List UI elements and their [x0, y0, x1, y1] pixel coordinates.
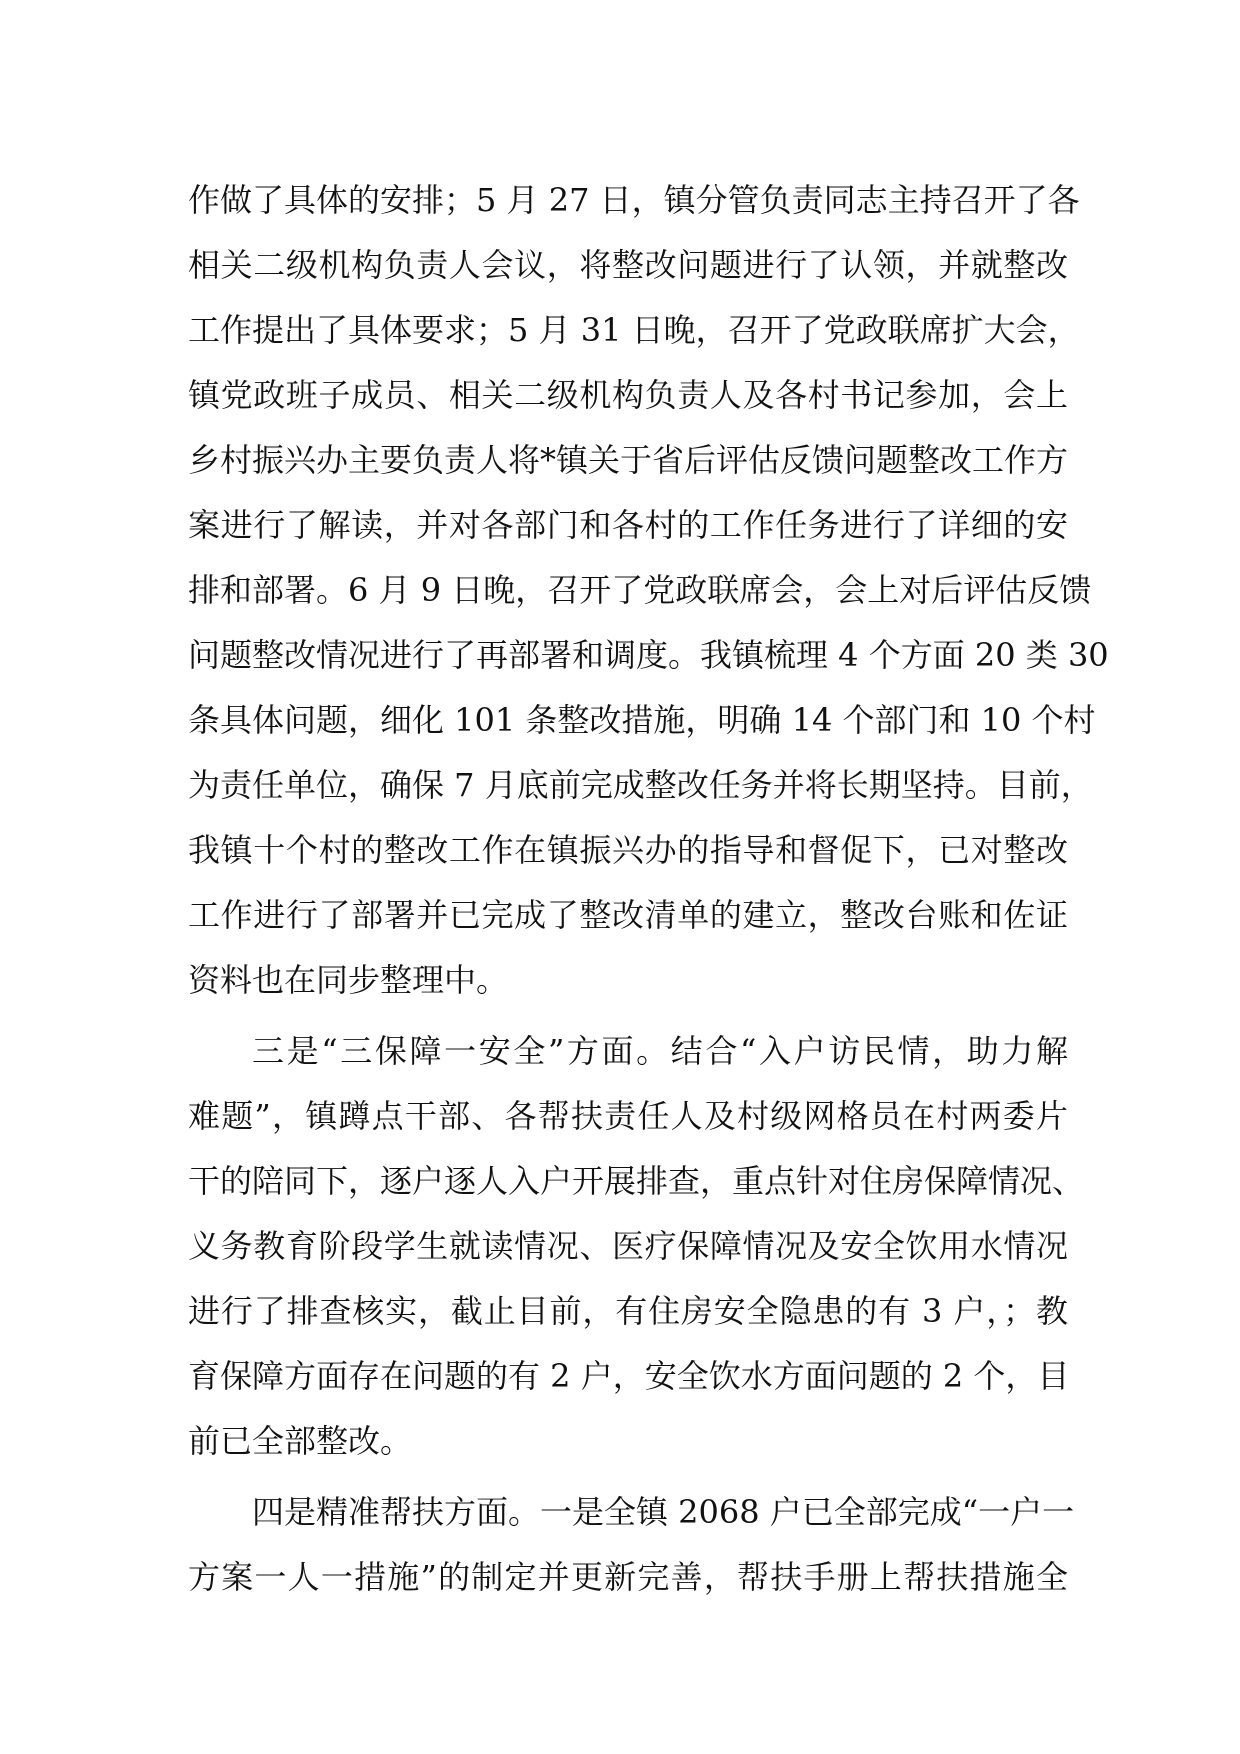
text-line: 义务教育阶段学生就读情况、医疗保障情况及安全饮用水情况: [188, 1227, 1068, 1265]
text-line: 四是精准帮扶方面。一是全镇 2068 户已全部完成“一户一: [252, 1493, 1075, 1531]
text-line: 镇党政班子成员、相关二级机构负责人及各村书记参加，会上: [188, 376, 1068, 414]
text-line: 相关二级机构负责人会议，将整改问题进行了认领，并就整改: [188, 246, 1068, 284]
text-line: 育保障方面存在问题的有 2 户，安全饮水方面问题的 2 个，目: [188, 1357, 1070, 1395]
text-line: 为责任单位，确保 7 月底前完成整改任务并将长期坚持。目前，: [188, 766, 1093, 804]
paragraph-precise-assistance: [188, 1480, 1075, 1610]
text-line: 资料也在同步整理中。: [188, 961, 509, 999]
text-line: 干的陪同下，逐户逐人入户开展排查，重点针对住房保障情况、: [188, 1162, 1085, 1200]
paragraph-three-guarantees: [188, 1019, 1085, 1474]
text-line: 工作进行了部署并已完成了整改清单的建立，整改台账和佐证: [188, 896, 1068, 934]
text-line: 问题整改情况进行了再部署和调度。我镇梳理 4 个方面 20 类 30: [188, 636, 1109, 674]
text-line: 三是“三保障一安全”方面。结合“入户访民情，助力解: [252, 1032, 1068, 1070]
text-line: 进行了排查核实，截止目前，有住房安全隐患的有 3 户，；教: [188, 1292, 1068, 1330]
text-line: 工作提出了具体要求；5 月 31 日晚，召开了党政联席扩大会，: [188, 311, 1080, 349]
text-line: 案进行了解读，并对各部门和各村的工作任务进行了详细的安: [188, 506, 1068, 544]
paragraph-continuation: [188, 168, 1109, 1013]
text-line: 难题”，镇蹲点干部、各帮扶责任人及村级网格员在村两委片: [188, 1097, 1068, 1135]
text-line: 我镇十个村的整改工作在镇振兴办的指导和督促下，已对整改: [188, 831, 1068, 869]
body-text: [188, 168, 1109, 1610]
text-line: 排和部署。6 月 9 日晚，召开了党政联席会，会上对后评估反馈: [188, 571, 1092, 609]
text-line: 乡村振兴办主要负责人将*镇关于省后评估反馈问题整改工作方: [188, 441, 1069, 479]
text-line: 方案一人一措施”的制定并更新完善，帮扶手册上帮扶措施全: [188, 1558, 1068, 1596]
text-line: 前已全部整改。: [188, 1422, 413, 1460]
text-line: 条具体问题，细化 101 条整改措施，明确 14 个部门和 10 个村: [188, 701, 1096, 739]
text-line: 作做了具体的安排；5 月 27 日，镇分管负责同志主持召开了各: [188, 181, 1080, 219]
